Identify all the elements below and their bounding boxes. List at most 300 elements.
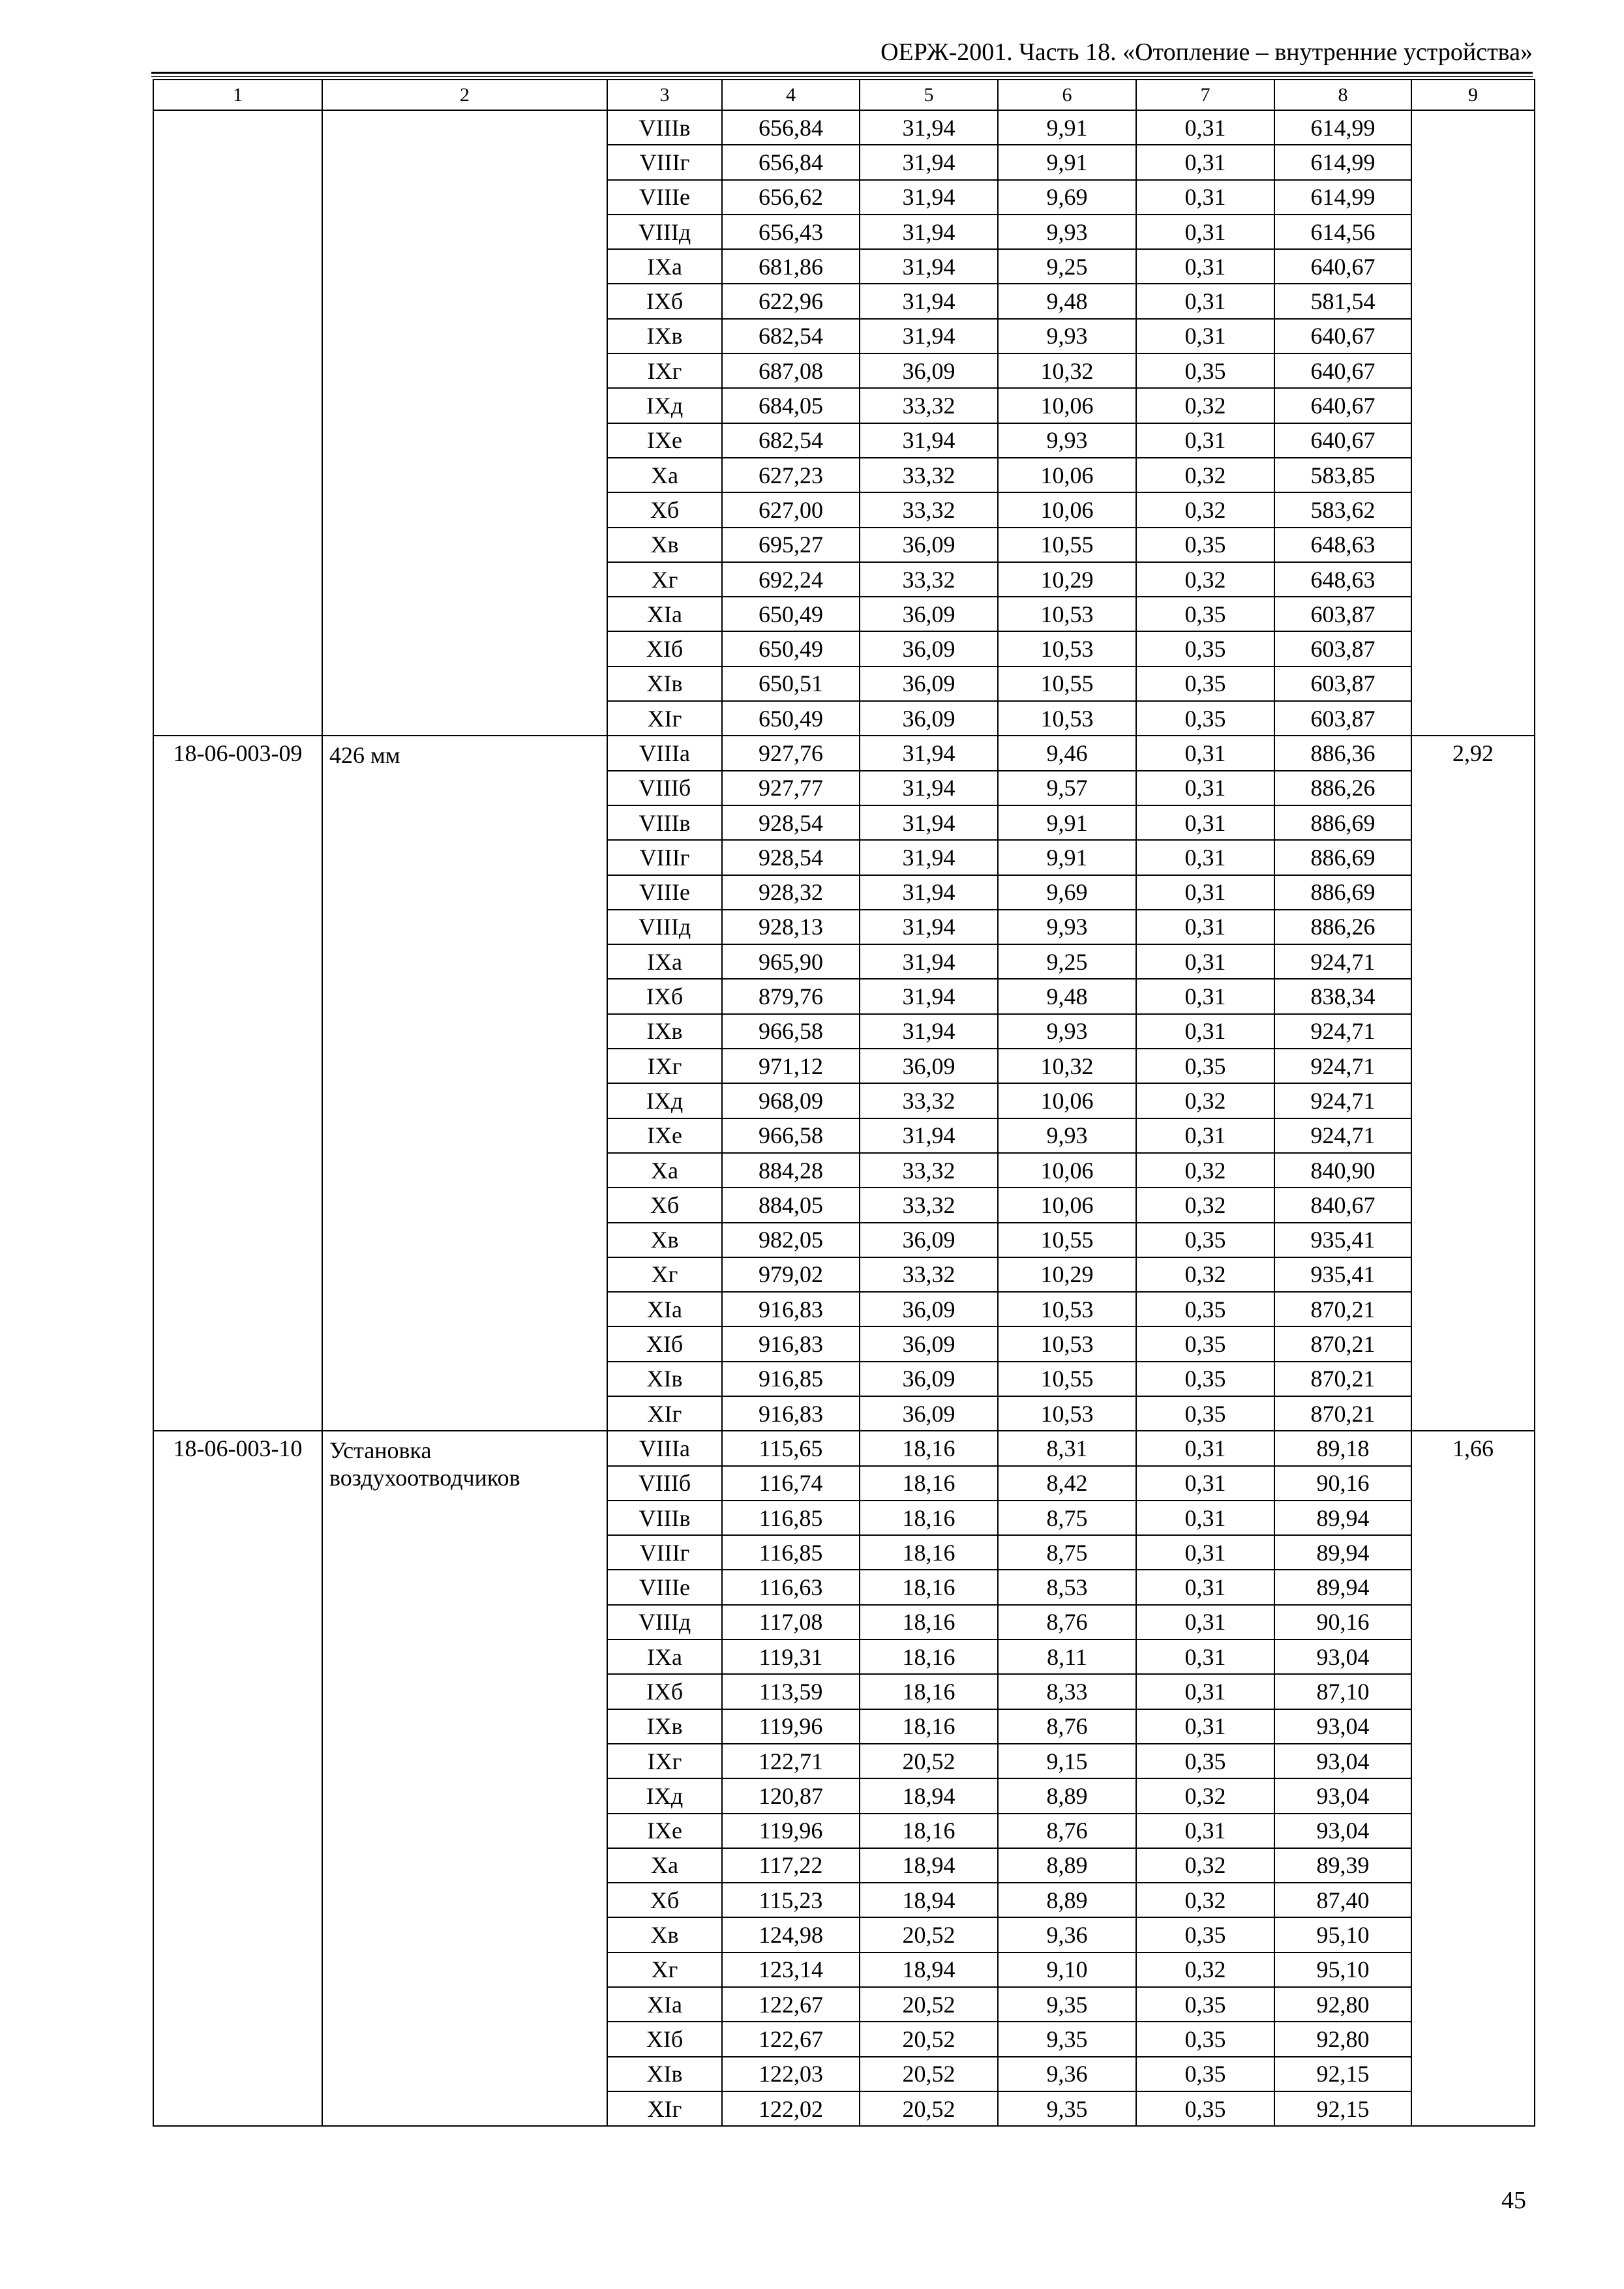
wages-cell: 33,32 [860, 492, 998, 527]
direct-cost-cell: 927,77 [722, 771, 860, 805]
machinist-wages-cell: 0,32 [1136, 1952, 1274, 1987]
materials-cost-cell: 614,56 [1274, 215, 1411, 249]
wages-cell: 18,16 [860, 1814, 998, 1848]
direct-cost-cell: 916,83 [722, 1396, 860, 1431]
wages-cell: 18,16 [860, 1605, 998, 1639]
machinist-wages-cell: 0,32 [1136, 1153, 1274, 1188]
wages-cell: 31,94 [860, 249, 998, 284]
zone-cell: XIв [607, 2057, 722, 2091]
machine-cost-cell: 9,93 [998, 319, 1136, 353]
machine-cost-cell: 9,36 [998, 2057, 1136, 2091]
machine-cost-cell: 9,46 [998, 736, 1136, 770]
wages-cell: 18,16 [860, 1639, 998, 1674]
materials-cost-cell: 886,26 [1274, 771, 1411, 805]
zone-cell: XIб [607, 1326, 722, 1361]
zone-cell: Xг [607, 1952, 722, 1987]
zone-cell: Xб [607, 492, 722, 527]
table-row [153, 736, 1535, 770]
zone-cell: IXв [607, 1709, 722, 1744]
wages-cell: 18,94 [860, 1778, 998, 1813]
wages-cell: 33,32 [860, 1188, 998, 1222]
zone-cell: VIIIв [607, 110, 722, 145]
zone-cell: IXе [607, 423, 722, 458]
wages-cell: 31,94 [860, 145, 998, 179]
labor-cost-cell: 2,92 [1411, 736, 1535, 1431]
machinist-wages-cell: 0,32 [1136, 492, 1274, 527]
machine-cost-cell: 8,75 [998, 1535, 1136, 1570]
machinist-wages-cell: 0,31 [1136, 1431, 1274, 1465]
materials-cost-cell: 886,69 [1274, 875, 1411, 910]
machine-cost-cell: 8,76 [998, 1814, 1136, 1848]
wages-cell: 31,94 [860, 110, 998, 145]
direct-cost-cell: 971,12 [722, 1049, 860, 1083]
wages-cell: 31,94 [860, 1014, 998, 1049]
zone-cell: VIIIб [607, 1466, 722, 1501]
direct-cost-cell: 650,49 [722, 631, 860, 666]
wages-cell: 31,94 [860, 1118, 998, 1153]
direct-cost-cell: 122,71 [722, 1744, 860, 1778]
zone-cell: Xг [607, 1257, 722, 1292]
materials-cost-cell: 640,67 [1274, 249, 1411, 284]
materials-cost-cell: 838,34 [1274, 979, 1411, 1013]
zone-cell: Xв [607, 528, 722, 562]
materials-cost-cell: 95,10 [1274, 1952, 1411, 1987]
machine-cost-cell: 8,42 [998, 1466, 1136, 1501]
wages-cell: 36,09 [860, 1292, 998, 1326]
machine-cost-cell: 9,91 [998, 145, 1136, 179]
direct-cost-cell: 117,08 [722, 1605, 860, 1639]
machinist-wages-cell: 0,31 [1136, 1570, 1274, 1604]
zone-cell: IXг [607, 1744, 722, 1778]
zone-cell: IXб [607, 979, 722, 1013]
materials-cost-cell: 583,85 [1274, 458, 1411, 492]
direct-cost-cell: 122,03 [722, 2057, 860, 2091]
machine-cost-cell: 9,48 [998, 284, 1136, 318]
machinist-wages-cell: 0,35 [1136, 666, 1274, 701]
zone-cell: VIIIа [607, 1431, 722, 1465]
machinist-wages-cell: 0,35 [1136, 2022, 1274, 2056]
wages-cell: 31,94 [860, 423, 998, 458]
wages-cell: 20,52 [860, 2091, 998, 2126]
wages-cell: 31,94 [860, 944, 998, 979]
machine-cost-cell: 9,36 [998, 1917, 1136, 1952]
machine-cost-cell: 9,15 [998, 1744, 1136, 1778]
machinist-wages-cell: 0,31 [1136, 979, 1274, 1013]
direct-cost-cell: 884,05 [722, 1188, 860, 1222]
column-number-cell: 1 [153, 80, 322, 110]
machine-cost-cell: 9,25 [998, 249, 1136, 284]
direct-cost-cell: 627,23 [722, 458, 860, 492]
zone-cell: IXв [607, 1014, 722, 1049]
machinist-wages-cell: 0,32 [1136, 1188, 1274, 1222]
wages-cell: 31,94 [860, 319, 998, 353]
machinist-wages-cell: 0,31 [1136, 1118, 1274, 1153]
materials-cost-cell: 92,15 [1274, 2057, 1411, 2091]
zone-cell: VIIIг [607, 145, 722, 179]
zone-cell: IXе [607, 1814, 722, 1848]
zone-cell: IXа [607, 1639, 722, 1674]
direct-cost-cell: 879,76 [722, 979, 860, 1013]
wages-cell: 31,94 [860, 910, 998, 944]
machine-cost-cell: 10,06 [998, 388, 1136, 423]
column-number-row [153, 80, 1535, 110]
machine-cost-cell: 10,06 [998, 1188, 1136, 1222]
wages-cell: 18,16 [860, 1535, 998, 1570]
materials-cost-cell: 924,71 [1274, 1014, 1411, 1049]
machinist-wages-cell: 0,31 [1136, 215, 1274, 249]
materials-cost-cell: 87,40 [1274, 1883, 1411, 1917]
direct-cost-cell: 650,51 [722, 666, 860, 701]
machine-cost-cell: 10,53 [998, 1396, 1136, 1431]
zone-cell: VIIIе [607, 180, 722, 215]
zone-cell: VIIIг [607, 1535, 722, 1570]
machine-cost-cell: 10,55 [998, 1223, 1136, 1257]
materials-cost-cell: 89,94 [1274, 1535, 1411, 1570]
wages-cell: 36,09 [860, 353, 998, 388]
wages-cell: 18,16 [860, 1501, 998, 1535]
rate-code-cell: 18-06-003-09 [153, 736, 322, 1431]
direct-cost-cell: 122,67 [722, 2022, 860, 2056]
machinist-wages-cell: 0,32 [1136, 1848, 1274, 1883]
machine-cost-cell: 8,53 [998, 1570, 1136, 1604]
wages-cell: 33,32 [860, 562, 998, 597]
direct-cost-cell: 113,59 [722, 1674, 860, 1709]
zone-cell: VIIIе [607, 875, 722, 910]
zone-cell: VIIIв [607, 805, 722, 840]
materials-cost-cell: 924,71 [1274, 1083, 1411, 1118]
direct-cost-cell: 115,23 [722, 1883, 860, 1917]
direct-cost-cell: 656,43 [722, 215, 860, 249]
materials-cost-cell: 93,04 [1274, 1778, 1411, 1813]
zone-cell: IXе [607, 1118, 722, 1153]
zone-cell: VIIIг [607, 840, 722, 875]
machinist-wages-cell: 0,31 [1136, 249, 1274, 284]
machinist-wages-cell: 0,31 [1136, 1674, 1274, 1709]
column-number-cell: 9 [1411, 80, 1535, 110]
wages-cell: 36,09 [860, 1396, 998, 1431]
wages-cell: 31,94 [860, 180, 998, 215]
zone-cell: IXв [607, 319, 722, 353]
machinist-wages-cell: 0,35 [1136, 1917, 1274, 1952]
direct-cost-cell: 682,54 [722, 319, 860, 353]
zone-cell: IXа [607, 944, 722, 979]
machine-cost-cell: 10,29 [998, 562, 1136, 597]
zone-cell: XIа [607, 1987, 722, 2022]
wages-cell: 31,94 [860, 840, 998, 875]
machinist-wages-cell: 0,32 [1136, 1083, 1274, 1118]
machine-cost-cell: 8,76 [998, 1605, 1136, 1639]
direct-cost-cell: 966,58 [722, 1118, 860, 1153]
materials-cost-cell: 886,69 [1274, 805, 1411, 840]
wages-cell: 18,94 [860, 1883, 998, 1917]
direct-cost-cell: 928,32 [722, 875, 860, 910]
wages-cell: 36,09 [860, 597, 998, 631]
machinist-wages-cell: 0,35 [1136, 1362, 1274, 1396]
machinist-wages-cell: 0,35 [1136, 597, 1274, 631]
machine-cost-cell: 9,69 [998, 180, 1136, 215]
materials-cost-cell: 870,21 [1274, 1326, 1411, 1361]
materials-cost-cell: 924,71 [1274, 944, 1411, 979]
direct-cost-cell: 928,54 [722, 840, 860, 875]
machine-cost-cell: 9,91 [998, 110, 1136, 145]
document-header-title: ОЕРЖ-2001. Часть 18. «Отопление – внутренние устройства» [880, 38, 1533, 66]
materials-cost-cell: 95,10 [1274, 1917, 1411, 1952]
machinist-wages-cell: 0,31 [1136, 910, 1274, 944]
direct-cost-cell: 916,83 [722, 1292, 860, 1326]
machine-cost-cell: 8,89 [998, 1778, 1136, 1813]
wages-cell: 36,09 [860, 631, 998, 666]
materials-cost-cell: 89,39 [1274, 1848, 1411, 1883]
materials-cost-cell: 89,18 [1274, 1431, 1411, 1465]
wages-cell: 33,32 [860, 458, 998, 492]
materials-cost-cell: 93,04 [1274, 1744, 1411, 1778]
wages-cell: 18,94 [860, 1952, 998, 1987]
wages-cell: 20,52 [860, 1917, 998, 1952]
machinist-wages-cell: 0,31 [1136, 736, 1274, 770]
machinist-wages-cell: 0,31 [1136, 840, 1274, 875]
direct-cost-cell: 965,90 [722, 944, 860, 979]
machine-cost-cell: 8,75 [998, 1501, 1136, 1535]
machinist-wages-cell: 0,31 [1136, 180, 1274, 215]
machinist-wages-cell: 0,31 [1136, 1014, 1274, 1049]
materials-cost-cell: 935,41 [1274, 1257, 1411, 1292]
machine-cost-cell: 10,29 [998, 1257, 1136, 1292]
labor-cost-cell [1411, 110, 1535, 736]
machinist-wages-cell: 0,31 [1136, 1535, 1274, 1570]
materials-cost-cell: 90,16 [1274, 1605, 1411, 1639]
wages-cell: 31,94 [860, 736, 998, 770]
materials-cost-cell: 92,15 [1274, 2091, 1411, 2126]
wages-cell: 31,94 [860, 215, 998, 249]
materials-cost-cell: 93,04 [1274, 1639, 1411, 1674]
machine-cost-cell: 10,06 [998, 458, 1136, 492]
materials-cost-cell: 603,87 [1274, 597, 1411, 631]
wages-cell: 33,32 [860, 1083, 998, 1118]
direct-cost-cell: 622,96 [722, 284, 860, 318]
direct-cost-cell: 916,85 [722, 1362, 860, 1396]
table-row [153, 110, 1535, 145]
wages-cell: 31,94 [860, 805, 998, 840]
zone-cell: XIа [607, 1292, 722, 1326]
page-number: 45 [1501, 2187, 1526, 2214]
materials-cost-cell: 581,54 [1274, 284, 1411, 318]
materials-cost-cell: 92,80 [1274, 1987, 1411, 2022]
machine-cost-cell: 8,76 [998, 1709, 1136, 1744]
machine-cost-cell: 9,93 [998, 910, 1136, 944]
direct-cost-cell: 119,96 [722, 1709, 860, 1744]
machinist-wages-cell: 0,31 [1136, 319, 1274, 353]
zone-cell: VIIIв [607, 1501, 722, 1535]
column-number-cell: 6 [998, 80, 1136, 110]
zone-cell: IXд [607, 388, 722, 423]
machinist-wages-cell: 0,32 [1136, 388, 1274, 423]
machinist-wages-cell: 0,35 [1136, 528, 1274, 562]
rates-table [153, 79, 1535, 2127]
direct-cost-cell: 966,58 [722, 1014, 860, 1049]
machine-cost-cell: 10,32 [998, 353, 1136, 388]
rates-table-body [153, 80, 1535, 2126]
zone-cell: VIIIд [607, 215, 722, 249]
machine-cost-cell: 9,57 [998, 771, 1136, 805]
zone-cell: Xб [607, 1883, 722, 1917]
direct-cost-cell: 695,27 [722, 528, 860, 562]
materials-cost-cell: 886,26 [1274, 910, 1411, 944]
materials-cost-cell: 90,16 [1274, 1466, 1411, 1501]
machine-cost-cell: 9,91 [998, 805, 1136, 840]
machinist-wages-cell: 0,32 [1136, 458, 1274, 492]
machinist-wages-cell: 0,31 [1136, 284, 1274, 318]
direct-cost-cell: 884,28 [722, 1153, 860, 1188]
zone-cell: IXг [607, 353, 722, 388]
wages-cell: 36,09 [860, 1362, 998, 1396]
zone-cell: Xа [607, 1153, 722, 1188]
wages-cell: 31,94 [860, 771, 998, 805]
direct-cost-cell: 124,98 [722, 1917, 860, 1952]
zone-cell: IXа [607, 249, 722, 284]
zone-cell: XIб [607, 2022, 722, 2056]
materials-cost-cell: 93,04 [1274, 1709, 1411, 1744]
direct-cost-cell: 119,31 [722, 1639, 860, 1674]
zone-cell: XIг [607, 2091, 722, 2126]
machine-cost-cell: 10,55 [998, 1362, 1136, 1396]
direct-cost-cell: 650,49 [722, 701, 860, 736]
machinist-wages-cell: 0,31 [1136, 771, 1274, 805]
direct-cost-cell: 120,87 [722, 1778, 860, 1813]
zone-cell: Xв [607, 1917, 722, 1952]
machine-cost-cell: 9,69 [998, 875, 1136, 910]
machine-cost-cell: 8,89 [998, 1883, 1136, 1917]
machinist-wages-cell: 0,31 [1136, 805, 1274, 840]
materials-cost-cell: 93,04 [1274, 1814, 1411, 1848]
direct-cost-cell: 119,96 [722, 1814, 860, 1848]
machinist-wages-cell: 0,31 [1136, 1814, 1274, 1848]
zone-cell: Xв [607, 1223, 722, 1257]
zone-cell: Xг [607, 562, 722, 597]
direct-cost-cell: 656,84 [722, 110, 860, 145]
wages-cell: 18,16 [860, 1674, 998, 1709]
machinist-wages-cell: 0,32 [1136, 1883, 1274, 1917]
zone-cell: Xб [607, 1188, 722, 1222]
wages-cell: 18,16 [860, 1466, 998, 1501]
direct-cost-cell: 927,76 [722, 736, 860, 770]
direct-cost-cell: 122,02 [722, 2091, 860, 2126]
direct-cost-cell: 116,63 [722, 1570, 860, 1604]
machinist-wages-cell: 0,32 [1136, 562, 1274, 597]
zone-cell: XIв [607, 1362, 722, 1396]
direct-cost-cell: 115,65 [722, 1431, 860, 1465]
machine-cost-cell: 10,53 [998, 1326, 1136, 1361]
direct-cost-cell: 650,49 [722, 597, 860, 631]
wages-cell: 18,94 [860, 1848, 998, 1883]
column-number-cell: 2 [322, 80, 607, 110]
direct-cost-cell: 116,74 [722, 1466, 860, 1501]
machinist-wages-cell: 0,31 [1136, 423, 1274, 458]
machine-cost-cell: 8,31 [998, 1431, 1136, 1465]
materials-cost-cell: 603,87 [1274, 631, 1411, 666]
materials-cost-cell: 640,67 [1274, 388, 1411, 423]
table-row [153, 1431, 1535, 1465]
materials-cost-cell: 89,94 [1274, 1501, 1411, 1535]
materials-cost-cell: 89,94 [1274, 1570, 1411, 1604]
zone-cell: XIг [607, 701, 722, 736]
materials-cost-cell: 614,99 [1274, 110, 1411, 145]
wages-cell: 33,32 [860, 1257, 998, 1292]
machine-cost-cell: 10,55 [998, 528, 1136, 562]
machinist-wages-cell: 0,31 [1136, 1501, 1274, 1535]
zone-cell: VIIIд [607, 910, 722, 944]
wages-cell: 18,16 [860, 1431, 998, 1465]
machinist-wages-cell: 0,35 [1136, 701, 1274, 736]
machinist-wages-cell: 0,31 [1136, 1466, 1274, 1501]
zone-cell: IXб [607, 1674, 722, 1709]
direct-cost-cell: 928,13 [722, 910, 860, 944]
machine-cost-cell: 10,06 [998, 492, 1136, 527]
machinist-wages-cell: 0,35 [1136, 1396, 1274, 1431]
machinist-wages-cell: 0,31 [1136, 875, 1274, 910]
labor-cost-cell: 1,66 [1411, 1431, 1535, 2126]
machine-cost-cell: 10,06 [998, 1083, 1136, 1118]
materials-cost-cell: 924,71 [1274, 1118, 1411, 1153]
zone-cell: IXг [607, 1049, 722, 1083]
materials-cost-cell: 92,80 [1274, 2022, 1411, 2056]
materials-cost-cell: 640,67 [1274, 423, 1411, 458]
machinist-wages-cell: 0,35 [1136, 2057, 1274, 2091]
materials-cost-cell: 648,63 [1274, 562, 1411, 597]
machinist-wages-cell: 0,35 [1136, 1223, 1274, 1257]
wages-cell: 20,52 [860, 1744, 998, 1778]
zone-cell: IXд [607, 1083, 722, 1118]
machine-cost-cell: 9,48 [998, 979, 1136, 1013]
zone-cell: Xа [607, 458, 722, 492]
zone-cell: IXб [607, 284, 722, 318]
machinist-wages-cell: 0,31 [1136, 1605, 1274, 1639]
materials-cost-cell: 935,41 [1274, 1223, 1411, 1257]
zone-cell: VIIIд [607, 1605, 722, 1639]
machinist-wages-cell: 0,35 [1136, 1744, 1274, 1778]
machine-cost-cell: 9,93 [998, 1118, 1136, 1153]
wages-cell: 20,52 [860, 1987, 998, 2022]
zone-cell: VIIIб [607, 771, 722, 805]
materials-cost-cell: 640,67 [1274, 353, 1411, 388]
wages-cell: 36,09 [860, 528, 998, 562]
direct-cost-cell: 684,05 [722, 388, 860, 423]
materials-cost-cell: 870,21 [1274, 1396, 1411, 1431]
machine-cost-cell: 9,10 [998, 1952, 1136, 1987]
zone-cell: IXд [607, 1778, 722, 1813]
zone-cell: VIIIе [607, 1570, 722, 1604]
direct-cost-cell: 968,09 [722, 1083, 860, 1118]
wages-cell: 33,32 [860, 388, 998, 423]
column-number-cell: 5 [860, 80, 998, 110]
direct-cost-cell: 116,85 [722, 1501, 860, 1535]
direct-cost-cell: 687,08 [722, 353, 860, 388]
materials-cost-cell: 640,67 [1274, 319, 1411, 353]
direct-cost-cell: 116,85 [722, 1535, 860, 1570]
direct-cost-cell: 928,54 [722, 805, 860, 840]
machinist-wages-cell: 0,35 [1136, 1326, 1274, 1361]
machinist-wages-cell: 0,35 [1136, 1987, 1274, 2022]
direct-cost-cell: 916,83 [722, 1326, 860, 1361]
materials-cost-cell: 583,62 [1274, 492, 1411, 527]
direct-cost-cell: 692,24 [722, 562, 860, 597]
work-name-cell: Установка воздухоотводчиков [322, 1431, 607, 2126]
wages-cell: 36,09 [860, 1223, 998, 1257]
machine-cost-cell: 10,32 [998, 1049, 1136, 1083]
machinist-wages-cell: 0,31 [1136, 1639, 1274, 1674]
direct-cost-cell: 123,14 [722, 1952, 860, 1987]
wages-cell: 31,94 [860, 875, 998, 910]
machine-cost-cell: 10,53 [998, 631, 1136, 666]
